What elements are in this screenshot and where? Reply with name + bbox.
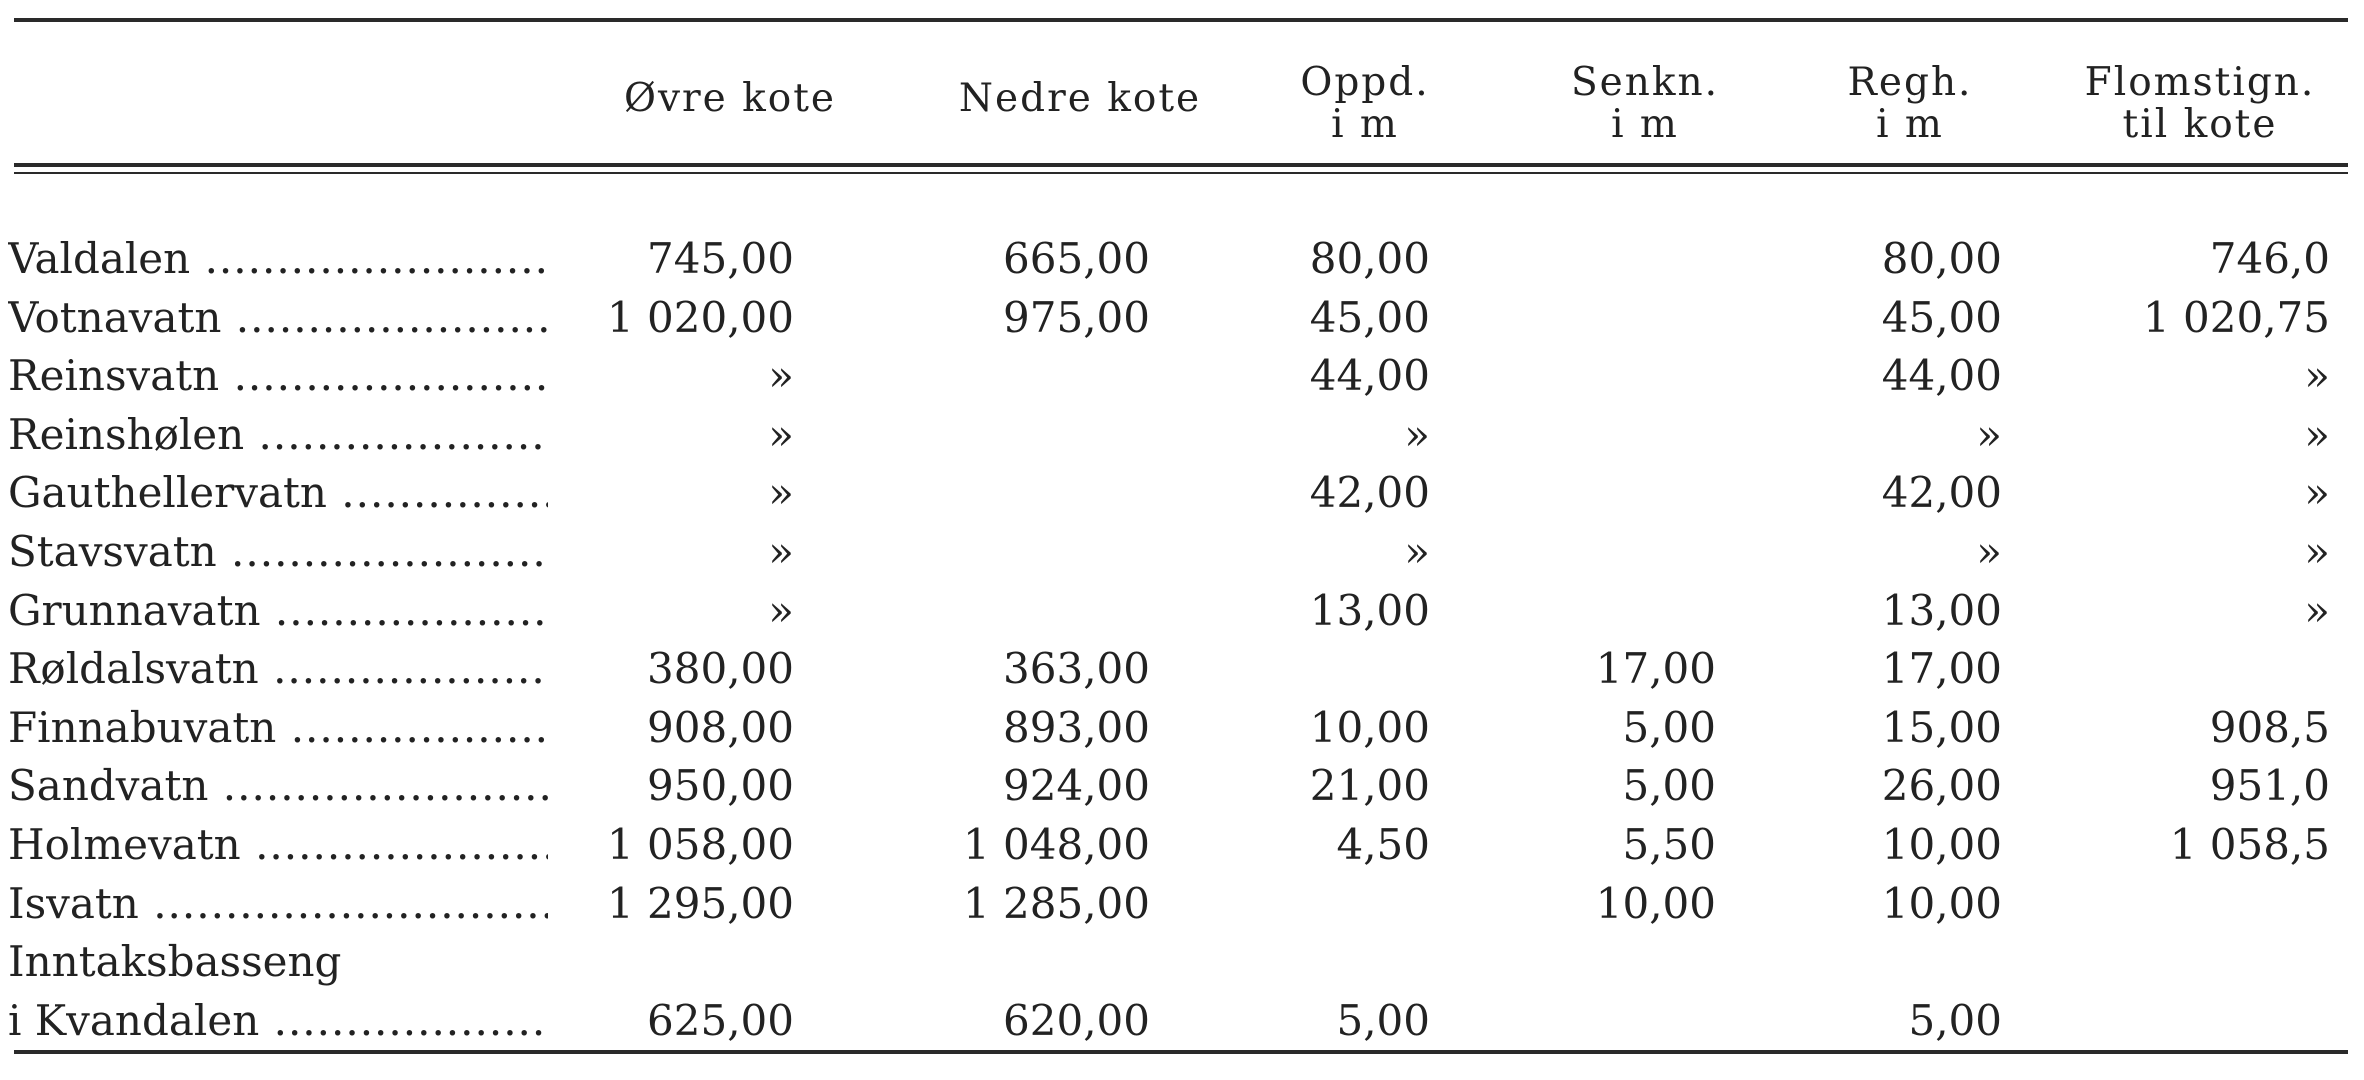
table-row bbox=[0, 757, 2364, 815]
table-row bbox=[0, 406, 2364, 464]
cell-oppd bbox=[1200, 640, 1430, 698]
cell-oppd: 10,00 bbox=[1309, 702, 1430, 752]
table-row bbox=[0, 582, 2364, 640]
cell-oppd: 80,00 bbox=[1309, 234, 1430, 283]
header-oppd: Oppd. i m bbox=[1300, 60, 1430, 147]
header-rule-thin bbox=[14, 172, 2348, 174]
cell-lake-name: Reinshølen ..... bbox=[8, 406, 548, 464]
cell-ovre-kote: » bbox=[768, 585, 794, 635]
cell-senkn bbox=[1480, 523, 1716, 581]
bottom-rule bbox=[14, 1050, 2348, 1054]
cell-flomstign bbox=[2060, 875, 2330, 933]
cell-lake-name: Reinsvatn ..... bbox=[8, 347, 548, 405]
cell-ovre-kote: 1 020,00 bbox=[606, 292, 794, 342]
cell-nedre-kote: 665,00 bbox=[1003, 234, 1150, 283]
header-flomstign: Flomstign. til kote bbox=[2084, 60, 2316, 147]
cell-nedre-kote bbox=[900, 523, 1150, 581]
cell-nedre-kote bbox=[900, 464, 1150, 522]
cell-nedre-kote: 893,00 bbox=[1003, 702, 1150, 752]
header-regh: Regh. i m bbox=[1847, 60, 1973, 147]
table-row bbox=[0, 523, 2364, 581]
cell-nedre-kote: 975,00 bbox=[1003, 292, 1150, 342]
cell-ovre-kote: » bbox=[768, 527, 794, 576]
cell-ovre-kote: 745,00 bbox=[647, 234, 794, 283]
table-row bbox=[0, 816, 2364, 874]
cell-regh bbox=[1760, 933, 2002, 991]
cell-ovre-kote: » bbox=[768, 409, 794, 459]
cell-flomstign: » bbox=[2304, 585, 2330, 635]
cell-ovre-kote: » bbox=[768, 351, 794, 401]
cell-oppd bbox=[1200, 933, 1430, 991]
cell-lake-name: Holmevatn ..... bbox=[8, 816, 548, 874]
cell-regh: 44,00 bbox=[1881, 351, 2002, 401]
cell-lake-name: Valdalen ..... bbox=[8, 230, 548, 288]
cell-senkn bbox=[1480, 582, 1716, 640]
cell-senkn: 5,50 bbox=[1622, 820, 1716, 869]
cell-lake-name: Finnabuvatn ..... bbox=[8, 699, 548, 757]
table-row bbox=[0, 699, 2364, 757]
cell-regh: 17,00 bbox=[1881, 644, 2002, 694]
cell-senkn bbox=[1480, 289, 1716, 347]
cell-regh: 5,00 bbox=[1908, 995, 2002, 1045]
table-row bbox=[0, 933, 2364, 991]
cell-nedre-kote: 1 048,00 bbox=[962, 820, 1150, 869]
top-rule bbox=[14, 18, 2348, 22]
cell-ovre-kote: 908,00 bbox=[647, 702, 794, 752]
cell-lake-name: Grunnavatn ..... bbox=[8, 582, 548, 640]
cell-flomstign: 1 058,5 bbox=[2169, 820, 2330, 869]
table-row bbox=[0, 464, 2364, 522]
cell-senkn bbox=[1480, 406, 1716, 464]
cell-nedre-kote bbox=[900, 933, 1150, 991]
cell-regh: » bbox=[1976, 527, 2002, 576]
cell-lake-name: Votnavatn ..... bbox=[8, 289, 548, 347]
cell-senkn: 5,00 bbox=[1622, 761, 1716, 811]
cell-flomstign: 1 020,75 bbox=[2142, 292, 2330, 342]
cell-senkn: 10,00 bbox=[1595, 878, 1716, 928]
cell-lake-name: Sandvatn ..... bbox=[8, 757, 548, 815]
cell-regh: 45,00 bbox=[1881, 292, 2002, 342]
cell-nedre-kote bbox=[900, 347, 1150, 405]
cell-flomstign: 908,5 bbox=[2209, 702, 2330, 752]
cell-nedre-kote bbox=[900, 406, 1150, 464]
cell-senkn: 17,00 bbox=[1595, 644, 1716, 694]
cell-senkn bbox=[1480, 933, 1716, 991]
cell-nedre-kote: 1 285,00 bbox=[962, 878, 1150, 928]
cell-flomstign: » bbox=[2304, 468, 2330, 518]
cell-oppd: 21,00 bbox=[1309, 761, 1430, 811]
cell-senkn bbox=[1480, 992, 1716, 1050]
cell-ovre-kote: 1 058,00 bbox=[606, 820, 794, 869]
cell-lake-name: Røldalsvatn ..... bbox=[8, 640, 548, 698]
cell-nedre-kote bbox=[900, 582, 1150, 640]
cell-regh: 80,00 bbox=[1881, 234, 2002, 283]
cell-flomstign: » bbox=[2304, 527, 2330, 576]
cell-nedre-kote: 924,00 bbox=[1003, 761, 1150, 811]
cell-ovre-kote: 625,00 bbox=[647, 995, 794, 1045]
cell-regh: 15,00 bbox=[1881, 702, 2002, 752]
table-row bbox=[0, 992, 2364, 1050]
cell-senkn bbox=[1480, 464, 1716, 522]
cell-oppd: 42,00 bbox=[1309, 468, 1430, 518]
table-row bbox=[0, 230, 2364, 288]
cell-flomstign: » bbox=[2304, 409, 2330, 459]
cell-flomstign bbox=[2060, 992, 2330, 1050]
cell-regh: 42,00 bbox=[1881, 468, 2002, 518]
cell-oppd: » bbox=[1404, 409, 1430, 459]
header-rule-thick bbox=[14, 163, 2348, 167]
cell-oppd: 5,00 bbox=[1336, 995, 1430, 1045]
cell-flomstign: 746,0 bbox=[2209, 234, 2330, 283]
cell-oppd: 4,50 bbox=[1336, 820, 1430, 869]
table-row bbox=[0, 347, 2364, 405]
cell-senkn bbox=[1480, 230, 1716, 288]
cell-ovre-kote bbox=[560, 933, 794, 991]
table-row bbox=[0, 875, 2364, 933]
cell-ovre-kote: » bbox=[768, 468, 794, 518]
cell-regh: 10,00 bbox=[1881, 820, 2002, 869]
header-nedre-kote: Nedre kote bbox=[958, 76, 1202, 121]
header-senkn: Senkn. i m bbox=[1570, 60, 1720, 147]
table-row bbox=[0, 289, 2364, 347]
cell-nedre-kote: 363,00 bbox=[1003, 644, 1150, 694]
cell-flomstign bbox=[2060, 640, 2330, 698]
cell-lake-name: Gauthellervatn ..... bbox=[8, 464, 548, 522]
cell-ovre-kote: 950,00 bbox=[647, 761, 794, 811]
cell-lake-name: Isvatn ..... bbox=[8, 875, 548, 933]
cell-lake-name: Inntaksbasseng bbox=[8, 937, 342, 987]
cell-oppd: » bbox=[1404, 527, 1430, 576]
cell-flomstign: » bbox=[2304, 351, 2330, 401]
cell-lake-name: i Kvandalen ..... bbox=[8, 992, 548, 1050]
cell-oppd: 44,00 bbox=[1309, 351, 1430, 401]
cell-nedre-kote: 620,00 bbox=[1003, 995, 1150, 1045]
cell-regh: 10,00 bbox=[1881, 878, 2002, 928]
cell-ovre-kote: 1 295,00 bbox=[606, 878, 794, 928]
table-row bbox=[0, 640, 2364, 698]
cell-flomstign bbox=[2060, 933, 2330, 991]
cell-lake-name: Stavsvatn ..... bbox=[8, 523, 548, 581]
cell-oppd bbox=[1200, 875, 1430, 933]
cell-regh: » bbox=[1976, 409, 2002, 459]
cell-flomstign: 951,0 bbox=[2209, 761, 2330, 811]
cell-regh: 26,00 bbox=[1881, 761, 2002, 811]
header-ovre-kote: Øvre kote bbox=[624, 76, 836, 121]
cell-senkn: 5,00 bbox=[1622, 702, 1716, 752]
cell-ovre-kote: 380,00 bbox=[647, 644, 794, 694]
cell-senkn bbox=[1480, 347, 1716, 405]
cell-oppd: 13,00 bbox=[1309, 585, 1430, 635]
cell-oppd: 45,00 bbox=[1309, 292, 1430, 342]
cell-regh: 13,00 bbox=[1881, 585, 2002, 635]
